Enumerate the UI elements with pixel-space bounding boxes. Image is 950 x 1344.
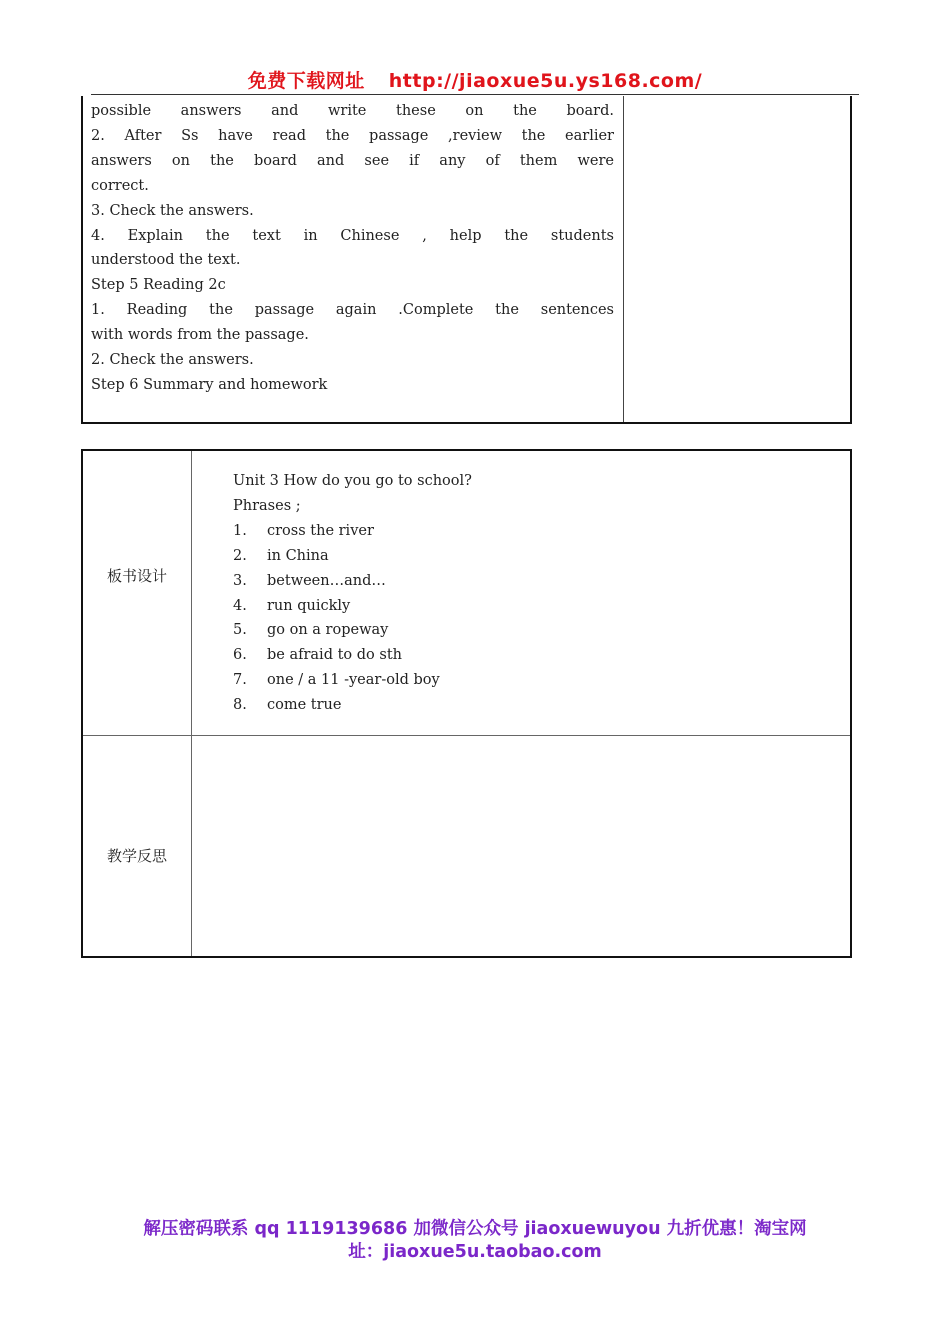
- procedure-line: possible answers and write these on the board.: [91, 103, 614, 119]
- header-url-link[interactable]: http://jiaoxue5u.ys168.com/: [388, 70, 703, 92]
- phrase-item: [233, 668, 472, 693]
- footer-shop-link[interactable]: 址：jiaoxue5u.taobao.com: [348, 1242, 602, 1262]
- phrase-text: in China: [267, 547, 329, 564]
- procedure-line: Step 6 Summary and homework: [91, 376, 328, 393]
- phrase-text: run quickly: [267, 597, 351, 614]
- phrase-item: [233, 618, 472, 643]
- procedure-table: [81, 96, 852, 424]
- phrase-text: cross the river: [267, 522, 374, 539]
- board-design-label: 板书设计: [106, 567, 167, 585]
- board-design-content: [233, 469, 472, 718]
- reflection-label: 教学反思: [106, 847, 167, 865]
- phrases-heading: Phrases ;: [233, 497, 301, 514]
- phrase-text: come true: [267, 697, 342, 714]
- header-rule: [91, 94, 859, 95]
- phrase-text: be afraid to do sth: [267, 647, 402, 664]
- phrase-text: between…and…: [267, 572, 386, 589]
- phrase-item: [233, 594, 472, 619]
- phrase-number: 1.: [233, 522, 247, 539]
- procedure-line: correct.: [91, 177, 149, 194]
- procedure-line: 3. Check the answers.: [91, 202, 254, 219]
- procedure-line: understood the text.: [91, 252, 241, 269]
- phrase-number: 7.: [233, 672, 247, 689]
- phrase-text: go on a ropeway: [267, 622, 389, 639]
- procedure-line: 2. Check the answers.: [91, 352, 254, 369]
- page-footer: [0, 1218, 950, 1264]
- phrase-number: 4.: [233, 597, 247, 614]
- procedure-line: 2. After Ss have read the passage ,review the earlier: [91, 127, 614, 144]
- phrase-number: 3.: [233, 572, 247, 589]
- phrase-item: [233, 519, 472, 544]
- procedure-text: [91, 99, 614, 398]
- column-divider: [191, 451, 192, 956]
- phrase-number: 8.: [233, 697, 247, 714]
- row-divider: [83, 735, 850, 736]
- phrase-item: [233, 693, 472, 718]
- phrase-number: 2.: [233, 547, 247, 564]
- board-design-table: [81, 449, 852, 958]
- phrase-item: [233, 569, 472, 594]
- header-title: 免费下载网址: [247, 70, 365, 92]
- page-header: [0, 66, 950, 93]
- phrase-number: 5.: [233, 622, 247, 639]
- board-title: Unit 3 How do you go to school?: [233, 473, 472, 489]
- column-divider: [623, 96, 624, 422]
- phrase-item: [233, 544, 472, 569]
- phrase-text: one / a 11 -year-old boy: [267, 672, 440, 689]
- phrase-number: 6.: [233, 647, 247, 664]
- procedure-line: answers on the board and see if any of them were: [91, 152, 614, 169]
- footer-contact-line: 解压密码联系 qq 1119139686 加微信公众号 jiaoxuewuyou 九折优惠！淘宝网: [143, 1219, 807, 1239]
- procedure-line: Step 5 Reading 2c: [91, 277, 226, 294]
- procedure-line: 1. Reading the passage again .Complete the sentences: [91, 302, 614, 319]
- procedure-line: 4. Explain the text in Chinese , help the students: [91, 227, 614, 244]
- procedure-line: with words from the passage.: [91, 327, 309, 344]
- phrase-item: [233, 643, 472, 668]
